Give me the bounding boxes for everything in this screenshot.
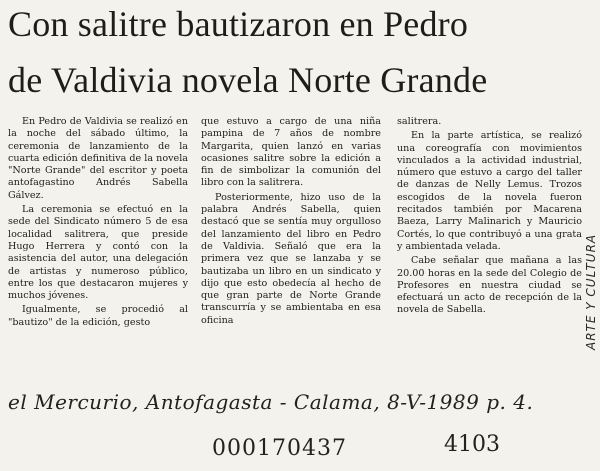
article-column-2 <box>201 116 381 329</box>
paragraph: En la parte artística, se realizó una coreografía con movimientos vinculados a la actividad industrial, número que estuvo a cargo del taller de danzas de Nelly Lemus. Trozos escogidos de la novela fueron recitados también por Macarena Baeza, Larry Malinarich y Mauricio Cortés, lo que contribuyó a una grata y ambientada velada. <box>397 130 582 252</box>
headline-line-2: de Valdivia novela Norte Grande <box>8 60 488 100</box>
paragraph: que estuvo a cargo de una niña pampina de 7 años de nombre Margarita, quien lanzó en varias ocasiones salitre sobre la edición a fin de simbolizar la comunión del libro con la salitrera. <box>201 116 381 189</box>
paragraph: Igualmente, se procedió al "bautizo" de la edición, gesto <box>8 304 188 328</box>
article-column-3 <box>397 116 582 319</box>
paragraph: La ceremonia se efectuó en la sede del Sindicato número 5 de esa localidad salitrera, que preside Hugo Herrera y contó con la asistencia del autor, una delegación de artistas y numeroso público, entre los que destacaron mujeres y muchos jóvenes. <box>8 204 188 302</box>
paragraph: salitrera. <box>397 116 442 127</box>
archive-stamp-number: 000170437 <box>212 436 347 461</box>
handwritten-section-note: ARTE Y CULTURA <box>584 233 598 350</box>
paragraph: Posteriormente, hizo uso de la palabra Andrés Sabella, quien destacó que se sentía muy orgulloso del lanzamiento del libro en Pedro de Valdivia. Señaló que era la primera vez que se lanzaba y se bautizaba un libro en un sindicato y dijo que esto obedecía al hecho de que gran parte de Norte Grande transcurría y se ambientaba en esa oficina <box>201 191 381 326</box>
handwritten-archive-code: 4103 <box>444 432 500 457</box>
article-column-1 <box>8 116 188 331</box>
paragraph: Cabe señalar que mañana a las 20.00 horas en la sede del Colegio de Profesores en nuestra ciudad se efectuará un acto de recepción de la novela de Sabella. <box>397 255 582 316</box>
headline-line-1: Con salitre bautizaron en Pedro <box>8 4 469 44</box>
paragraph: En Pedro de Valdivia se realizó en la noche del sábado último, la ceremonia de lanzamiento de la cuarta edición definitiva de la novela "Norte Grande" del escritor y poeta antofagastino Andrés Sabella Gálvez. <box>8 116 188 201</box>
handwritten-source-citation: el Mercurio, Antofagasta - Calama, 8-V-1989 p. 4. <box>8 390 534 414</box>
